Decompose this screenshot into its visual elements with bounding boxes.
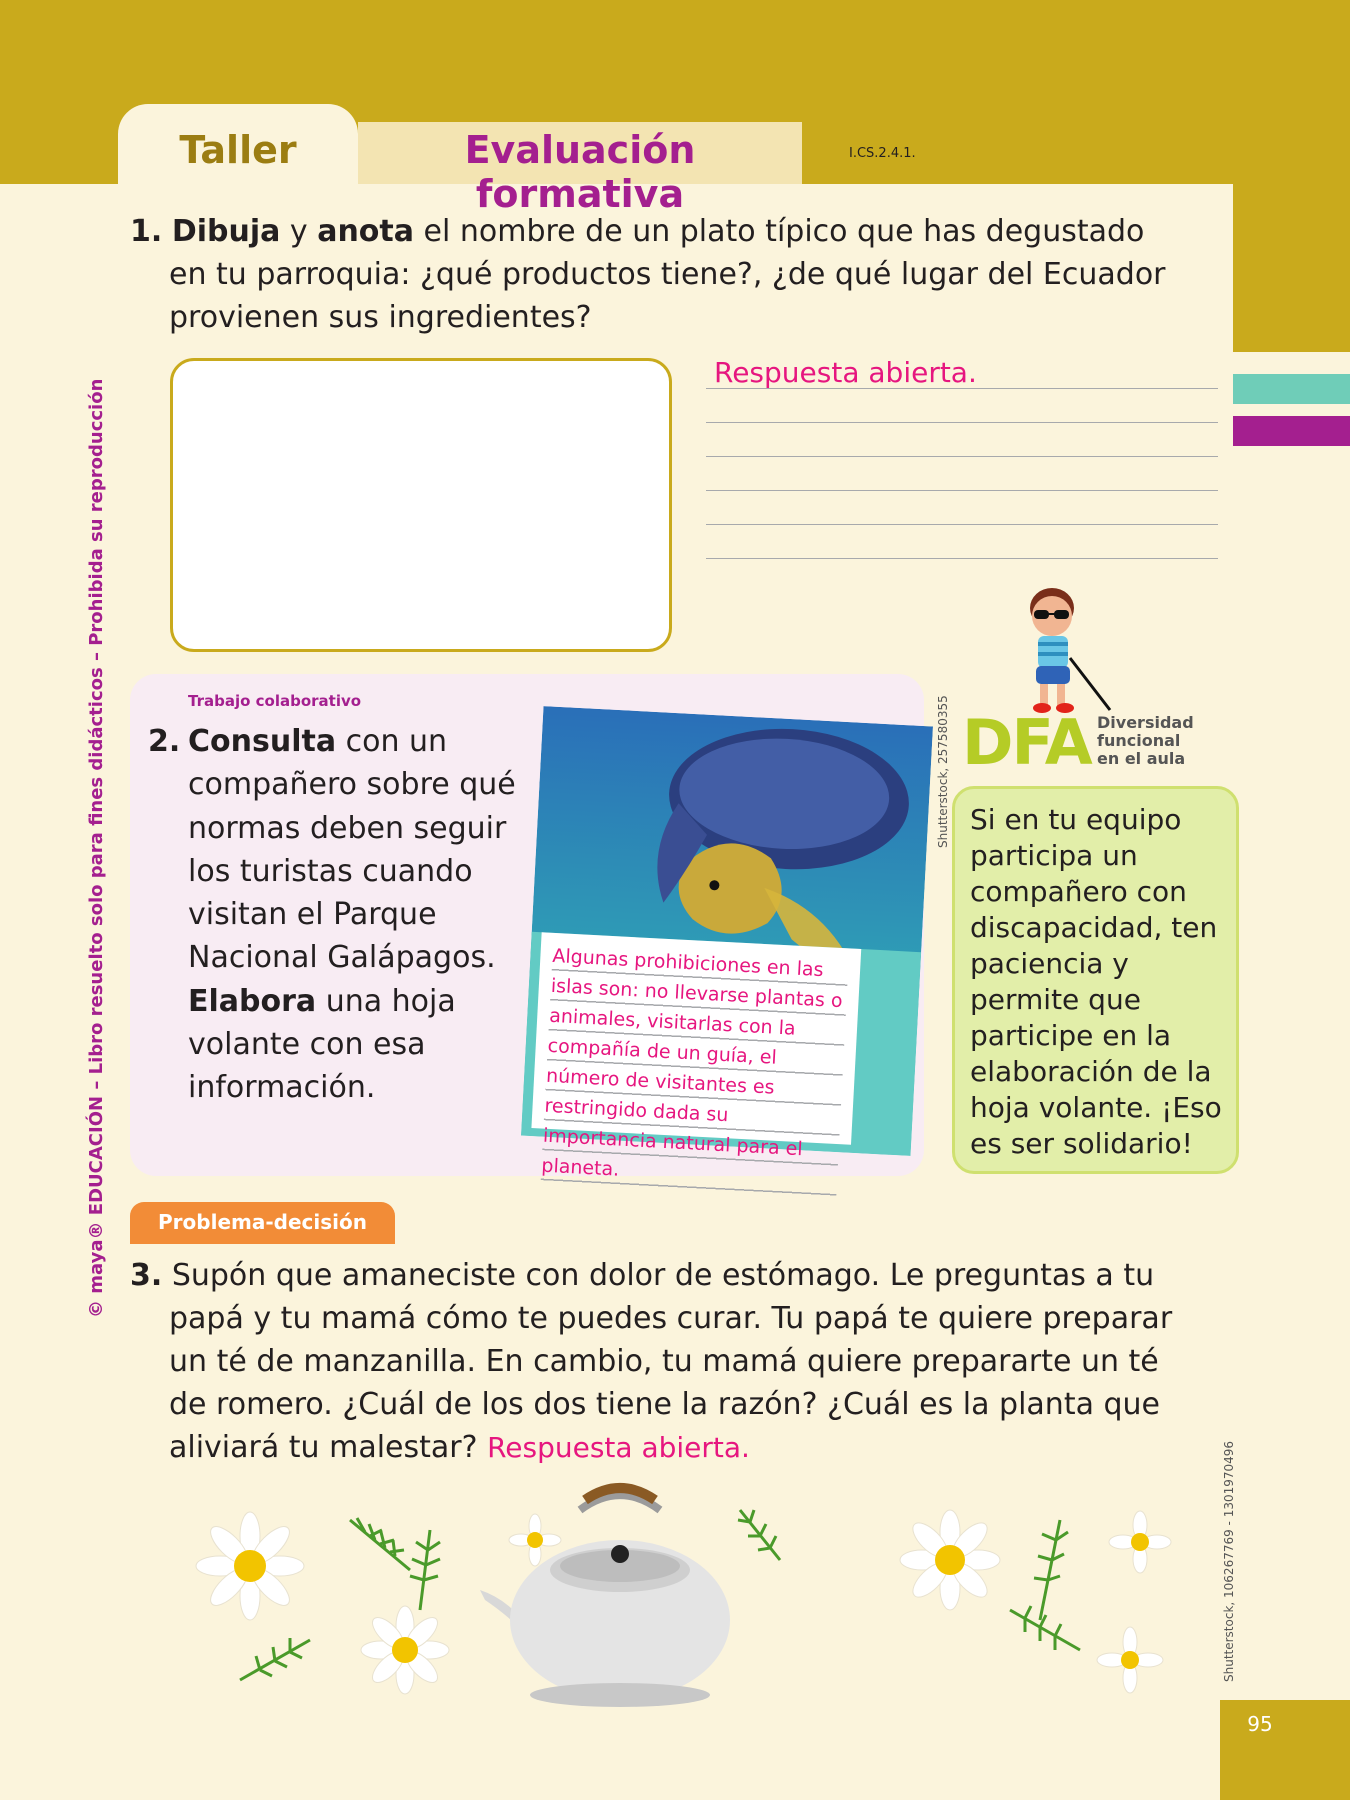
section-title: Evaluación formativa bbox=[464, 128, 696, 216]
brand-logo: maya bbox=[86, 1239, 107, 1294]
dfa-logo: DFA bbox=[962, 706, 1091, 779]
question-1 bbox=[130, 210, 1230, 339]
teapot-icon bbox=[480, 1488, 730, 1707]
question-text: en tu parroquia: ¿qué productos tiene?, ¿de qué lugar del Ecuador bbox=[169, 257, 1166, 292]
page-number: 95 bbox=[1247, 1712, 1273, 1736]
question-text: con un compañero sobre qué normas deben seguir los turistas cuando visitan el Parque Nacional Galápagos. bbox=[188, 724, 516, 976]
drawing-area[interactable] bbox=[170, 358, 672, 652]
chamomile-flower-icon bbox=[1109, 1511, 1171, 1573]
chamomile-flower-icon bbox=[361, 1606, 449, 1694]
question-number: 2. bbox=[148, 724, 181, 759]
problem-decision-label: Problema-decisión bbox=[158, 1210, 367, 1234]
question-number: 1. bbox=[130, 214, 163, 249]
question-3 bbox=[130, 1254, 1230, 1469]
dfa-text: Si en tu equipo participa un compañero con discapacidad, ten paciencia y permite que participe en la elaboración de la hoja volante. ¡Eso es ser solidario! bbox=[970, 803, 1222, 1160]
answer-text: Respuesta abierta. bbox=[487, 1431, 750, 1464]
side-copyright: © maya® EDUCACIÓN – Libro resuelto solo para fines didácticos – Prohibida su reproducción bbox=[86, 378, 107, 1318]
question-text: aliviará tu malestar? bbox=[169, 1430, 488, 1465]
answer-line bbox=[706, 456, 1218, 457]
question-2 bbox=[188, 720, 518, 1110]
answer-line bbox=[706, 422, 1218, 423]
chamomile-flower-icon bbox=[900, 1510, 1000, 1610]
question-verb: Consulta bbox=[188, 724, 337, 759]
turtle-photo-card bbox=[521, 706, 933, 1181]
info-note bbox=[531, 932, 861, 1181]
question-text: papá y tu mamá cómo te puedes curar. Tu papá te quiere preparar bbox=[169, 1301, 1173, 1336]
answer-line bbox=[706, 490, 1218, 491]
dfa-subtitle bbox=[1097, 714, 1207, 768]
question-text: y bbox=[280, 214, 318, 249]
copyright-text: EDUCACIÓN – Libro resuelto solo para fines didácticos – Prohibida su reproducción bbox=[86, 378, 107, 1216]
chamomile-flower-icon bbox=[1097, 1627, 1163, 1693]
chamomile-flower-icon bbox=[196, 1512, 304, 1620]
dfa-subtitle-line: Diversidad bbox=[1097, 713, 1194, 732]
right-band bbox=[1233, 0, 1350, 352]
answer-line bbox=[706, 558, 1218, 559]
magenta-strip bbox=[1233, 416, 1350, 446]
dfa-subtitle-line: funcional bbox=[1097, 731, 1181, 750]
question-verb: Dibuja bbox=[171, 214, 281, 249]
photo-credit: Shutterstock, 106267769 - 1301970496 bbox=[1222, 1440, 1236, 1682]
question-text: provienen sus ingredientes? bbox=[169, 300, 592, 335]
teal-strip bbox=[1233, 374, 1350, 404]
question-text: Supón que amaneciste con dolor de estómago. Le preguntas a tu bbox=[162, 1258, 1155, 1293]
question-number: 3. bbox=[130, 1258, 163, 1293]
question-verb: Elabora bbox=[188, 983, 317, 1019]
question-text: de romero. ¿Cuál de los dos tiene la razón? ¿Cuál es la planta que bbox=[169, 1387, 1161, 1422]
teapot-flowers-illustration bbox=[180, 1480, 1180, 1710]
photo-credit: Shutterstock, 257580355 bbox=[936, 695, 950, 848]
collaborative-label: Trabajo colaborativo bbox=[188, 692, 362, 710]
answer-text: Respuesta abierta. bbox=[714, 356, 977, 389]
answer-line bbox=[706, 388, 1218, 389]
question-verb: anota bbox=[317, 214, 414, 249]
dfa-subtitle-line: en el aula bbox=[1097, 749, 1186, 768]
answer-line bbox=[706, 524, 1218, 525]
taller-label: Taller bbox=[179, 128, 297, 172]
question-text: una hoja volante con esa información. bbox=[188, 983, 456, 1106]
question-text: un té de manzanilla. En cambio, tu mamá quiere prepararte un té bbox=[169, 1344, 1159, 1379]
question-text: el nombre de un plato típico que has degustado bbox=[414, 214, 1145, 249]
curriculum-code: I.CS.2.4.1. bbox=[849, 146, 916, 161]
info-note-text: Algunas prohibiciones en las islas son: no llevarse plantas o animales, visitarlas con la compañía de un guía, el número de visitantes es restringido dada su importancia natural para el planeta. bbox=[541, 941, 849, 1196]
